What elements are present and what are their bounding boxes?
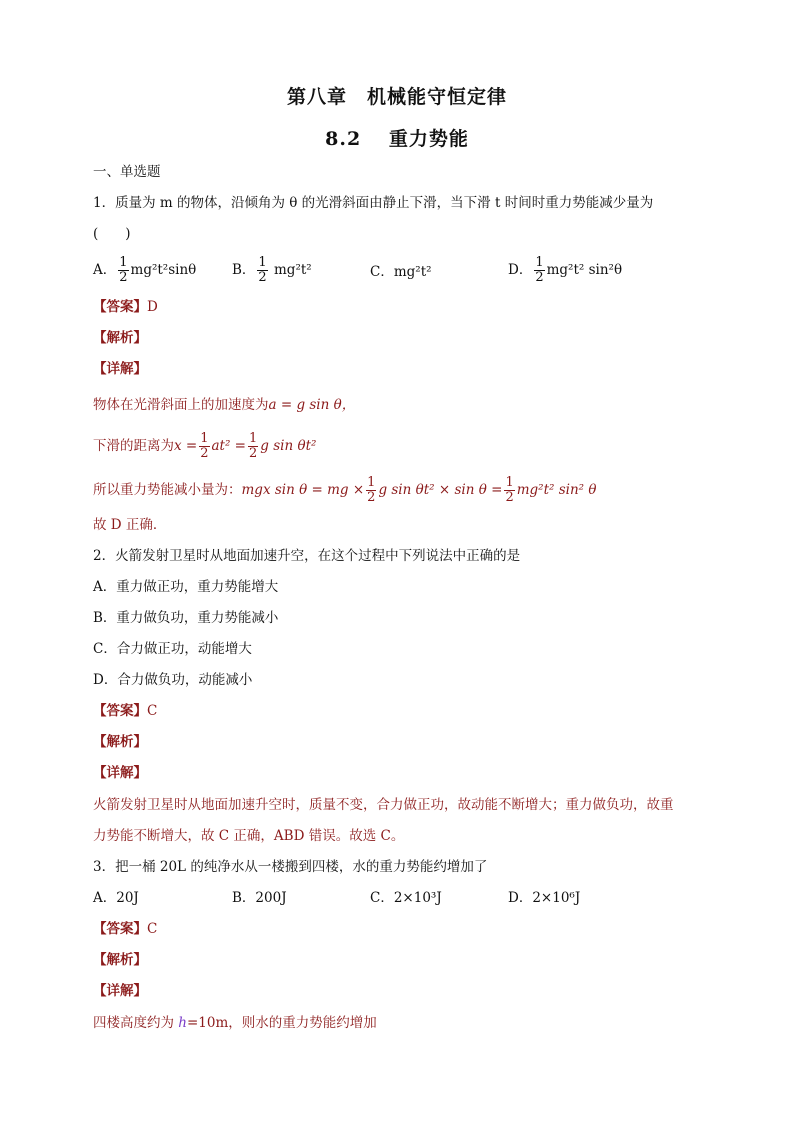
- q3-analysis-tag: 【解析】: [93, 952, 147, 968]
- q2-answer: 【答案】C: [93, 703, 158, 719]
- q1-option-a: A． $\frac{1}{2}$ mg²t²sinθ: [93, 255, 197, 285]
- section-title: 8.2 重力势能: [325, 128, 469, 150]
- q1-answer: 【答案】D: [93, 299, 158, 315]
- q1-paren: ( ): [93, 226, 131, 242]
- fraction-half: $\frac{1}{2}$: [535, 255, 544, 285]
- q2-option-a: A．重力做正功，重力势能增大: [93, 579, 279, 595]
- fraction-half: $\frac{1}{2}$: [258, 255, 267, 285]
- q3-option-c: C．2×10³J: [370, 890, 442, 906]
- q2-option-b: B．重力做负功，重力势能减小: [93, 610, 279, 626]
- section-label: 一、单选题: [93, 164, 161, 180]
- q2-solution-line-1: 火箭发射卫星时从地面加速升空时，质量不变，合力做正功，故动能不断增大；重力做负功，故重: [93, 797, 674, 813]
- q2-solution-line-2: 力势能不断增大，故 C 正确，ABD 错误。故选 C。: [93, 828, 405, 844]
- q1-conclusion: 故 D 正确．: [93, 517, 167, 533]
- q1-solution-line-1: 物体在光滑斜面上的加速度为a = g sin θ，: [93, 397, 356, 413]
- q2-detail-tag: 【详解】: [93, 765, 147, 781]
- chapter-title: 第八章 机械能守恒定律: [286, 86, 507, 108]
- q3-option-a: A．20J: [93, 890, 139, 906]
- q3-option-b: B．200J: [232, 890, 287, 906]
- fraction-half: $\frac{1}{2}$: [119, 255, 128, 285]
- q2-analysis-tag: 【解析】: [93, 734, 147, 750]
- q2-option-c: C．合力做正功，动能增大: [93, 641, 252, 657]
- q1-stem: 1．质量为 m 的物体，沿倾角为 θ 的光滑斜面由静止下滑，当下滑 t 时间时重力势能减少量为: [93, 195, 654, 211]
- q3-solution-line-1: 四楼高度约为 h=10m，则水的重力势能约增加: [93, 1015, 377, 1031]
- q2-stem: 2．火箭发射卫星时从地面加速升空，在这个过程中下列说法中正确的是: [93, 548, 521, 564]
- q1-option-b: B． $\frac{1}{2}$ mg²t²: [232, 255, 312, 285]
- q3-stem: 3．把一桶 20L 的纯净水从一楼搬到四楼，水的重力势能约增加了: [93, 859, 488, 875]
- q1-analysis-tag: 【解析】: [93, 330, 147, 346]
- q1-detail-tag: 【详解】: [93, 361, 147, 377]
- q3-detail-tag: 【详解】: [93, 983, 147, 999]
- q1-solution-line-3: 所以重力势能减小量为：mgx sin θ = mg × $\frac{1}{2}$ g sin θt² × sin θ = $\frac{1}{2}$ mg²t² sin² θ: [93, 475, 597, 505]
- q2-option-d: D．合力做负功，动能减小: [93, 672, 253, 688]
- q1-option-c: C．mg²t²: [370, 264, 432, 280]
- q3-option-d: D．2×10⁶J: [508, 890, 581, 906]
- q3-answer: 【答案】C: [93, 921, 158, 937]
- q1-option-d: D． $\frac{1}{2}$ mg²t² sin²θ: [508, 255, 623, 285]
- q1-solution-line-2: 下滑的距离为x = $\frac{1}{2}$ at² = $\frac{1}{2}$ g sin θt²: [93, 431, 317, 461]
